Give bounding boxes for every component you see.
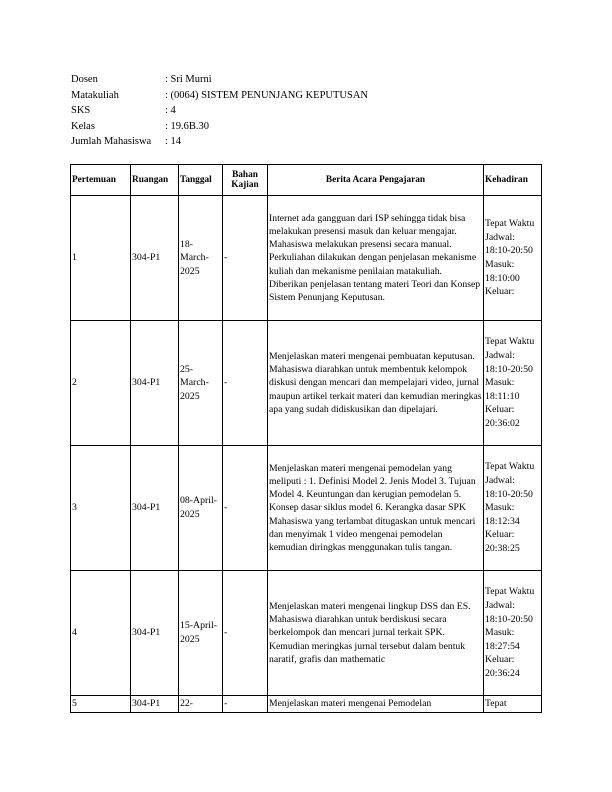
info-row-jumlah-mahasiswa: Jumlah Mahasiswa : 14 (71, 134, 368, 150)
cell-kehadiran: Tepat Waktu Jadwal: 18:10-20:50 Masuk: 18:27:54 Keluar: 20:36:24 (484, 571, 542, 696)
cell-kehadiran: Tepat Waktu Jadwal: 18:10-20:50 Masuk: 18:12:34 Keluar: 20:38:25 (484, 446, 542, 571)
cell-bahan: - (223, 696, 268, 713)
cell-berita: Menjelaskan materi mengenai pembuatan keputusan. Mahasiswa diarahkan untuk membentuk kelompok diskusi dengan mencari dan mempelajari video, jurnal maupun artikel terkait materi dan kemudian meringkas apa yang sudah didiskusikan dan dipelajari. (268, 321, 484, 446)
info-row-matakuliah: Matakuliah : (0064) SISTEM PENUNJANG KEPUTUSAN (71, 88, 368, 104)
cell-tanggal: 18-March-2025 (179, 196, 223, 321)
info-value: (0064) SISTEM PENUNJANG KEPUTUSAN (170, 89, 369, 101)
table-row (71, 321, 542, 446)
cell-ruangan: 304-P1 (131, 321, 179, 446)
cell-bahan: - (223, 196, 268, 321)
table-row (71, 196, 542, 321)
table-row (71, 696, 542, 713)
cell-tanggal: 15-April-2025 (179, 571, 223, 696)
info-label: Matakuliah (71, 89, 119, 101)
info-label: Jumlah Mahasiswa (71, 136, 152, 147)
cell-berita: Menjelaskan materi mengenai Pemodelan (268, 696, 484, 713)
header-berita-acara: Berita Acara Pengajaran (268, 165, 484, 196)
cell-tanggal: 25-March-2025 (179, 321, 223, 446)
info-value: 19.6B.30 (170, 120, 210, 132)
cell-berita: Internet ada gangguan dari ISP sehingga tidak bisa melakukan presensi masuk dan keluar mengajar. Mahasiswa melakukan presensi secara manual. Perkuliahan dilakukan dengan penjelasan mekanisme kuliah dan mekanisme penilaian matakuliah. Diberikan penjelasan tentang materi Teori dan Konsep Sistem Penunjang Keputusan. (268, 196, 484, 321)
cell-kehadiran: Tepat (484, 696, 542, 713)
cell-kehadiran: Tepat Waktu Jadwal: 18:10-20:50 Masuk: 18:11:10 Keluar: 20:36:02 (484, 321, 542, 446)
table-row (71, 571, 542, 696)
info-label: Dosen (71, 74, 98, 85)
info-value: Sri Murni (170, 74, 212, 85)
info-value: 14 (170, 136, 182, 147)
info-label: Kelas (71, 120, 95, 132)
cell-ruangan: 304-P1 (131, 571, 179, 696)
cell-berita: Menjelaskan materi mengenai lingkup DSS dan ES. Mahasiswa diarahkan untuk berdiskusi secara berkelompok dan mencari jurnal terkait SPK. Kemudian meringkas jurnal tersebut dalam bentuk naratif, grafis dan mathematic (268, 571, 484, 696)
cell-tanggal: 08-April-2025 (179, 446, 223, 571)
info-label: SKS (71, 105, 91, 116)
header-pertemuan: Pertemuan (71, 165, 131, 196)
info-row-sks: SKS : 4 (71, 103, 368, 119)
cell-bahan: - (223, 446, 268, 571)
cell-ruangan: 304-P1 (131, 446, 179, 571)
info-row-kelas: Kelas : 19.6B.30 (71, 119, 368, 135)
cell-tanggal: 22- (179, 696, 223, 713)
cell-bahan: - (223, 321, 268, 446)
cell-pertemuan: 1 (71, 196, 131, 321)
cell-pertemuan: 5 (71, 696, 131, 713)
cell-pertemuan: 2 (71, 321, 131, 446)
header-tanggal: Tanggal (179, 165, 223, 196)
cell-ruangan: 304-P1 (131, 196, 179, 321)
header-ruangan: Ruangan (131, 165, 179, 196)
info-row-dosen: Dosen : Sri Murni (71, 72, 368, 88)
cell-pertemuan: 3 (71, 446, 131, 571)
course-info (71, 72, 368, 150)
info-value: 4 (170, 105, 176, 116)
attendance-table (70, 164, 542, 713)
cell-berita: Menjelaskan materi mengenai pemodelan yang meliputi : 1. Definisi Model 2. Jenis Model 3. Tujuan Model 4. Keuntungan dan kerugian pemodelan 5. Konsep dasar siklus model 6. Kerangka dasar SPK Mahasiswa yang terlambat ditugaskan untuk mencari dan menyimak 1 video mengenai pemodelan kemudian diringkas menggunakan tulis tangan. (268, 446, 484, 571)
table-header-row (71, 165, 542, 196)
header-kehadiran: Kehadiran (484, 165, 542, 196)
cell-bahan: - (223, 571, 268, 696)
cell-kehadiran: Tepat Waktu Jadwal: 18:10-20:50 Masuk: 18:10:00 Keluar: (484, 196, 542, 321)
header-bahan-kajian: Bahan Kajian (223, 165, 268, 196)
table-row (71, 446, 542, 571)
cell-ruangan: 304-P1 (131, 696, 179, 713)
cell-pertemuan: 4 (71, 571, 131, 696)
